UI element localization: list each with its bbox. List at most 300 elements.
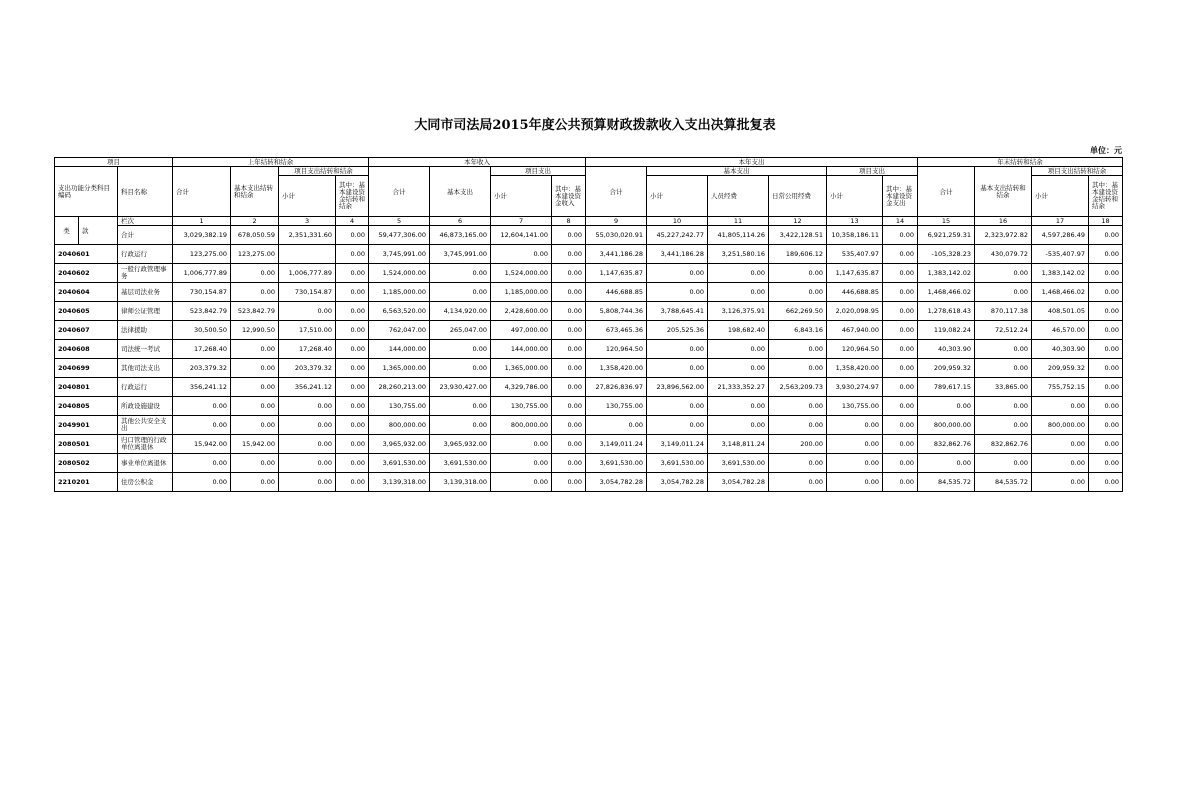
row-cell: 0.00	[430, 416, 491, 435]
row-cell: 3,441,186.28	[586, 245, 647, 264]
header-kind: 类	[55, 217, 79, 245]
col-number: 12	[769, 217, 827, 226]
row-code: 2040608	[55, 340, 118, 359]
row-cell: 2,563,209.73	[769, 378, 827, 397]
total-cell: 59,477,306.00	[369, 226, 430, 245]
row-cell: 0.00	[430, 397, 491, 416]
row-subject-name: 行政运行	[118, 245, 173, 264]
row-cell: 497,000.00	[491, 321, 552, 340]
row-cell: 0.00	[552, 473, 586, 492]
header-expense-capital: 其中：基本建设资金支出	[883, 176, 918, 217]
table-row	[55, 264, 1123, 283]
row-cell: 0.00	[827, 454, 883, 473]
table-row	[55, 416, 1123, 435]
header-income-capital: 其中：基本建设资金收入	[552, 176, 586, 217]
row-cell: 130,755.00	[827, 397, 883, 416]
col-number: 8	[552, 217, 586, 226]
row-cell: 21,333,352.27	[708, 378, 769, 397]
row-cell: 0.00	[430, 264, 491, 283]
row-cell: 0.00	[231, 378, 279, 397]
header-row-index: 栏次	[118, 217, 173, 226]
page-title: 大同市司法局2015年度公共预算财政拨款收入支出决算批复表	[414, 118, 776, 133]
col-number: 17	[1032, 217, 1089, 226]
total-cell: 0.00	[883, 226, 918, 245]
row-cell: 0.00	[336, 397, 369, 416]
row-cell: 0.00	[769, 416, 827, 435]
header-cur-expense: 本年支出	[586, 158, 918, 167]
table-row	[55, 473, 1123, 492]
header-end-capital: 其中：基本建设资金结转和结余	[1089, 176, 1123, 217]
row-cell: 189,606.12	[769, 245, 827, 264]
row-code: 2080502	[55, 454, 118, 473]
row-cell: 6,563,520.00	[369, 302, 430, 321]
header-income-total: 合计	[369, 167, 430, 217]
row-cell: 1,006,777.89	[279, 264, 336, 283]
header-prev-capital: 其中：基本建设资金结转和结余	[336, 176, 369, 217]
row-cell: 0.00	[430, 340, 491, 359]
col-number: 13	[827, 217, 883, 226]
row-subject-name: 其他公共安全支出	[118, 416, 173, 435]
row-cell: 673,465.36	[586, 321, 647, 340]
row-cell: 1,365,000.00	[491, 359, 552, 378]
row-cell: 12,990.50	[231, 321, 279, 340]
row-cell: 3,139,318.00	[430, 473, 491, 492]
row-cell: 800,000.00	[918, 416, 975, 435]
row-cell: 209,959.32	[918, 359, 975, 378]
row-cell: 3,788,645.41	[647, 302, 708, 321]
row-cell: 40,303.90	[918, 340, 975, 359]
row-cell: 430,079.72	[975, 245, 1032, 264]
row-cell: 15,942.00	[173, 435, 231, 454]
header-prev-carry: 上年结转和结余	[173, 158, 369, 167]
total-cell: 3,029,382.19	[173, 226, 231, 245]
header-year-end-carry: 年末结转和结余	[918, 158, 1123, 167]
row-cell: 0.00	[1089, 378, 1123, 397]
row-cell: 0.00	[336, 473, 369, 492]
row-cell: 3,139,318.00	[369, 473, 430, 492]
row-cell: 0.00	[491, 454, 552, 473]
row-cell: 1,524,000.00	[491, 264, 552, 283]
row-cell: 0.00	[1089, 245, 1123, 264]
row-cell: 800,000.00	[491, 416, 552, 435]
row-cell: 408,501.05	[1032, 302, 1089, 321]
table-row	[55, 302, 1123, 321]
col-number: 15	[918, 217, 975, 226]
table-row	[55, 454, 1123, 473]
row-subject-name: 法律援助	[118, 321, 173, 340]
row-cell: 3,745,991.00	[430, 245, 491, 264]
total-cell: 2,323,972.82	[975, 226, 1032, 245]
row-cell: 0.00	[883, 416, 918, 435]
row-cell: 1,278,618.43	[918, 302, 975, 321]
row-cell: 0.00	[647, 340, 708, 359]
row-cell: 0.00	[279, 416, 336, 435]
row-cell: 789,617.15	[918, 378, 975, 397]
header-func-code: 支出功能分类科目编码	[55, 167, 118, 217]
row-cell: 0.00	[975, 264, 1032, 283]
row-cell: 3,149,011.24	[586, 435, 647, 454]
row-cell: 1,147,635.87	[827, 264, 883, 283]
data-rows	[55, 245, 1123, 492]
row-cell: 3,745,991.00	[369, 245, 430, 264]
header-end-basic: 基本支出结转和结余	[975, 167, 1032, 217]
col-number: 7	[491, 217, 552, 226]
row-cell: 0.00	[1089, 416, 1123, 435]
row-cell: 800,000.00	[1032, 416, 1089, 435]
header-personnel: 人员经费	[708, 176, 769, 217]
table-row	[55, 397, 1123, 416]
row-cell: 0.00	[708, 283, 769, 302]
row-cell: 0.00	[647, 416, 708, 435]
header-prev-total: 合计	[173, 167, 231, 217]
row-cell: 84,535.72	[918, 473, 975, 492]
total-cell: 6,921,259.31	[918, 226, 975, 245]
row-cell: 0.00	[552, 378, 586, 397]
row-cell: 0.00	[769, 454, 827, 473]
row-cell: 0.00	[430, 359, 491, 378]
row-cell: 0.00	[1089, 302, 1123, 321]
row-cell: 3,148,811.24	[708, 435, 769, 454]
row-cell: 0.00	[708, 397, 769, 416]
row-cell: 3,691,530.00	[369, 454, 430, 473]
row-cell: 0.00	[231, 454, 279, 473]
row-cell: 46,570.00	[1032, 321, 1089, 340]
row-cell: 755,752.15	[1032, 378, 1089, 397]
header-income-proj: 项目支出	[491, 167, 586, 176]
row-cell: 3,054,782.28	[647, 473, 708, 492]
row-subject-name: 律师公证管理	[118, 302, 173, 321]
row-cell: 119,082.24	[918, 321, 975, 340]
total-cell: 4,597,286.49	[1032, 226, 1089, 245]
row-cell: 15,942.00	[231, 435, 279, 454]
row-cell: 144,000.00	[491, 340, 552, 359]
row-cell: 0.00	[552, 397, 586, 416]
total-cell: 45,227,242.77	[647, 226, 708, 245]
row-cell: 0.00	[769, 397, 827, 416]
row-cell: 0.00	[491, 245, 552, 264]
row-cell: 0.00	[883, 245, 918, 264]
row-cell: 84,535.72	[975, 473, 1032, 492]
header-row-2	[55, 167, 1123, 176]
row-cell: 0.00	[586, 416, 647, 435]
row-cell: 0.00	[769, 473, 827, 492]
row-cell: 5,808,744.36	[586, 302, 647, 321]
header-index-row	[55, 217, 1123, 226]
row-cell: 3,126,375.91	[708, 302, 769, 321]
col-number: 4	[336, 217, 369, 226]
row-cell: 3,965,932.00	[430, 435, 491, 454]
row-cell: 203,379.32	[173, 359, 231, 378]
row-cell: 0.00	[769, 283, 827, 302]
row-subject-name: 基层司法业务	[118, 283, 173, 302]
row-cell: 0.00	[336, 245, 369, 264]
row-cell: 0.00	[231, 473, 279, 492]
total-cell: 41,805,114.26	[708, 226, 769, 245]
row-cell: 0.00	[231, 340, 279, 359]
row-cell: 0.00	[1032, 397, 1089, 416]
row-code: 2040607	[55, 321, 118, 340]
row-cell: 0.00	[552, 416, 586, 435]
row-cell: 3,691,530.00	[708, 454, 769, 473]
row-cell: 523,842.79	[173, 302, 231, 321]
row-cell: 33,865.00	[975, 378, 1032, 397]
row-cell: 0.00	[883, 454, 918, 473]
row-code: 2040699	[55, 359, 118, 378]
row-code: 2049901	[55, 416, 118, 435]
header-public-use: 日常公用经费	[769, 176, 827, 217]
col-number: 10	[647, 217, 708, 226]
row-cell: 0.00	[827, 435, 883, 454]
row-cell: 467,940.00	[827, 321, 883, 340]
row-code: 2210201	[55, 473, 118, 492]
header-end-total: 合计	[918, 167, 975, 217]
col-number: 11	[708, 217, 769, 226]
row-cell: 200.00	[769, 435, 827, 454]
table-row	[55, 378, 1123, 397]
row-cell: 0.00	[491, 435, 552, 454]
col-number: 2	[231, 217, 279, 226]
row-cell: 0.00	[1089, 340, 1123, 359]
row-cell: 0.00	[336, 340, 369, 359]
total-cell: 678,050.59	[231, 226, 279, 245]
row-cell: 0.00	[975, 340, 1032, 359]
row-cell: 0.00	[883, 340, 918, 359]
row-code: 2040604	[55, 283, 118, 302]
row-cell: 0.00	[279, 435, 336, 454]
col-number: 3	[279, 217, 336, 226]
row-cell: 0.00	[975, 283, 1032, 302]
row-cell: 0.00	[336, 264, 369, 283]
header-expense-subtotal: 小计	[647, 176, 708, 217]
row-cell: 0.00	[552, 359, 586, 378]
table-row	[55, 245, 1123, 264]
row-cell: 0.00	[975, 359, 1032, 378]
row-cell: 130,755.00	[491, 397, 552, 416]
row-cell: 0.00	[552, 264, 586, 283]
row-cell: 0.00	[1089, 454, 1123, 473]
row-cell: 0.00	[647, 264, 708, 283]
row-cell: 123,275.00	[231, 245, 279, 264]
row-cell: 0.00	[336, 302, 369, 321]
row-cell: 832,862.76	[918, 435, 975, 454]
row-subject-name: 住房公积金	[118, 473, 173, 492]
row-cell: 0.00	[883, 359, 918, 378]
row-cell: 800,000.00	[369, 416, 430, 435]
row-cell: -105,328.23	[918, 245, 975, 264]
row-cell: 3,691,530.00	[430, 454, 491, 473]
header-item: 项目	[55, 158, 173, 167]
row-cell: 762,047.00	[369, 321, 430, 340]
row-cell: 6,843.16	[769, 321, 827, 340]
row-cell: 30,500.50	[173, 321, 231, 340]
row-code: 2040605	[55, 302, 118, 321]
row-cell: 2,020,098.95	[827, 302, 883, 321]
row-cell: 662,269.50	[769, 302, 827, 321]
row-cell: 0.00	[1089, 264, 1123, 283]
row-cell: 0.00	[279, 473, 336, 492]
row-cell: 27,826,836.97	[586, 378, 647, 397]
row-cell: 1,006,777.89	[173, 264, 231, 283]
row-cell: 0.00	[647, 359, 708, 378]
row-cell: 0.00	[975, 397, 1032, 416]
table-row	[55, 283, 1123, 302]
row-cell: 0.00	[647, 283, 708, 302]
row-cell: 0.00	[552, 454, 586, 473]
header-prev-proj: 项目支出结转和结余	[279, 167, 369, 176]
total-row	[55, 226, 1123, 245]
row-cell: 1,468,466.02	[918, 283, 975, 302]
row-cell: 130,755.00	[586, 397, 647, 416]
row-cell: 209,959.32	[1032, 359, 1089, 378]
row-cell: 0.00	[336, 359, 369, 378]
row-cell: 0.00	[336, 416, 369, 435]
row-cell: 0.00	[708, 340, 769, 359]
row-cell: 3,441,186.28	[647, 245, 708, 264]
header-income-basic: 基本支出	[430, 167, 491, 217]
row-cell: 23,896,562.00	[647, 378, 708, 397]
row-cell: 0.00	[552, 321, 586, 340]
row-cell: 1,147,635.87	[586, 264, 647, 283]
row-cell: 870,117.38	[975, 302, 1032, 321]
row-cell: 0.00	[279, 397, 336, 416]
row-cell: 730,154.87	[279, 283, 336, 302]
row-cell: 203,379.32	[279, 359, 336, 378]
row-cell: 0.00	[1089, 435, 1123, 454]
row-subject-name: 司法统一考试	[118, 340, 173, 359]
row-cell: 0.00	[1032, 435, 1089, 454]
row-cell: 0.00	[173, 416, 231, 435]
row-cell: 0.00	[918, 397, 975, 416]
row-cell: 0.00	[1089, 397, 1123, 416]
total-cell: 55,030,020.91	[586, 226, 647, 245]
table-row	[55, 340, 1123, 359]
row-subject-name: 事业单位离退休	[118, 454, 173, 473]
col-number: 14	[883, 217, 918, 226]
row-cell: 0.00	[173, 397, 231, 416]
row-cell: -535,407.97	[1032, 245, 1089, 264]
row-cell: 2,428,600.00	[491, 302, 552, 321]
row-subject-name: 其他司法支出	[118, 359, 173, 378]
row-cell: 1,383,142.02	[1032, 264, 1089, 283]
total-cell: 2,351,331.60	[279, 226, 336, 245]
header-expense-basic: 基本支出	[647, 167, 827, 176]
row-cell: 3,251,580.16	[708, 245, 769, 264]
row-cell: 0.00	[1032, 473, 1089, 492]
row-cell: 0.00	[173, 454, 231, 473]
row-cell: 0.00	[173, 473, 231, 492]
row-cell: 0.00	[336, 321, 369, 340]
row-cell: 523,842.79	[231, 302, 279, 321]
total-cell: 0.00	[336, 226, 369, 245]
row-cell: 0.00	[769, 264, 827, 283]
total-cell: 0.00	[552, 226, 586, 245]
table-row	[55, 359, 1123, 378]
total-cell: 46,873,165.00	[430, 226, 491, 245]
header-prev-proj-subtotal: 小计	[279, 176, 336, 217]
row-cell: 1,185,000.00	[491, 283, 552, 302]
row-subject-name: 行政运行	[118, 378, 173, 397]
row-cell: 0.00	[552, 435, 586, 454]
row-cell: 265,047.00	[430, 321, 491, 340]
row-cell: 1,185,000.00	[369, 283, 430, 302]
row-cell: 3,930,274.97	[827, 378, 883, 397]
row-cell: 28,260,213.00	[369, 378, 430, 397]
row-code: 2040601	[55, 245, 118, 264]
row-cell: 0.00	[769, 340, 827, 359]
row-cell: 356,241.12	[173, 378, 231, 397]
row-cell: 3,691,530.00	[647, 454, 708, 473]
header-expense-proj-subtotal: 小计	[827, 176, 883, 217]
row-cell: 0.00	[708, 264, 769, 283]
row-cell: 730,154.87	[173, 283, 231, 302]
row-cell: 120,964.50	[586, 340, 647, 359]
row-cell: 0.00	[231, 264, 279, 283]
total-cell: 12,604,141.00	[491, 226, 552, 245]
row-cell: 40,303.90	[1032, 340, 1089, 359]
row-cell: 17,268.40	[279, 340, 336, 359]
row-cell: 0.00	[1089, 359, 1123, 378]
row-cell: 0.00	[231, 283, 279, 302]
col-number: 6	[430, 217, 491, 226]
unit-label: 单位：元	[1090, 146, 1122, 155]
row-cell: 0.00	[975, 416, 1032, 435]
row-cell: 0.00	[491, 473, 552, 492]
header-expense-total: 合计	[586, 167, 647, 217]
row-cell: 0.00	[279, 454, 336, 473]
row-cell: 3,965,932.00	[369, 435, 430, 454]
row-cell: 205,525.36	[647, 321, 708, 340]
row-cell: 0.00	[883, 397, 918, 416]
total-cell: 3,422,128.51	[769, 226, 827, 245]
row-cell: 0.00	[708, 359, 769, 378]
row-cell: 356,241.12	[279, 378, 336, 397]
header-subject-name: 科目名称	[118, 167, 173, 217]
row-cell: 0.00	[1089, 473, 1123, 492]
row-code: 2040602	[55, 264, 118, 283]
row-code: 2040801	[55, 378, 118, 397]
row-cell: 1,365,000.00	[369, 359, 430, 378]
row-cell: 0.00	[552, 340, 586, 359]
row-cell: 0.00	[231, 416, 279, 435]
row-cell: 0.00	[708, 416, 769, 435]
row-cell: 0.00	[883, 473, 918, 492]
header-expense-proj: 项目支出	[827, 167, 918, 176]
row-subject-name: 所政设施建设	[118, 397, 173, 416]
row-cell: 0.00	[647, 397, 708, 416]
row-cell: 4,134,920.00	[430, 302, 491, 321]
total-label: 合计	[118, 226, 173, 245]
row-cell: 144,000.00	[369, 340, 430, 359]
row-cell: 0.00	[975, 454, 1032, 473]
row-cell: 17,268.40	[173, 340, 231, 359]
budget-table	[54, 157, 1123, 492]
col-number: 16	[975, 217, 1032, 226]
row-cell: 3,691,530.00	[586, 454, 647, 473]
row-cell: 1,468,466.02	[1032, 283, 1089, 302]
row-cell	[279, 245, 336, 264]
table-row	[55, 321, 1123, 340]
header-income-proj-subtotal: 小计	[491, 176, 552, 217]
row-cell: 3,149,011.24	[647, 435, 708, 454]
row-cell: 0.00	[883, 435, 918, 454]
row-cell: 0.00	[827, 473, 883, 492]
row-cell: 0.00	[883, 264, 918, 283]
row-cell: 0.00	[918, 454, 975, 473]
row-cell: 1,358,420.00	[586, 359, 647, 378]
row-cell: 1,358,420.00	[827, 359, 883, 378]
row-cell: 446,688.85	[827, 283, 883, 302]
row-cell: 3,054,782.28	[586, 473, 647, 492]
